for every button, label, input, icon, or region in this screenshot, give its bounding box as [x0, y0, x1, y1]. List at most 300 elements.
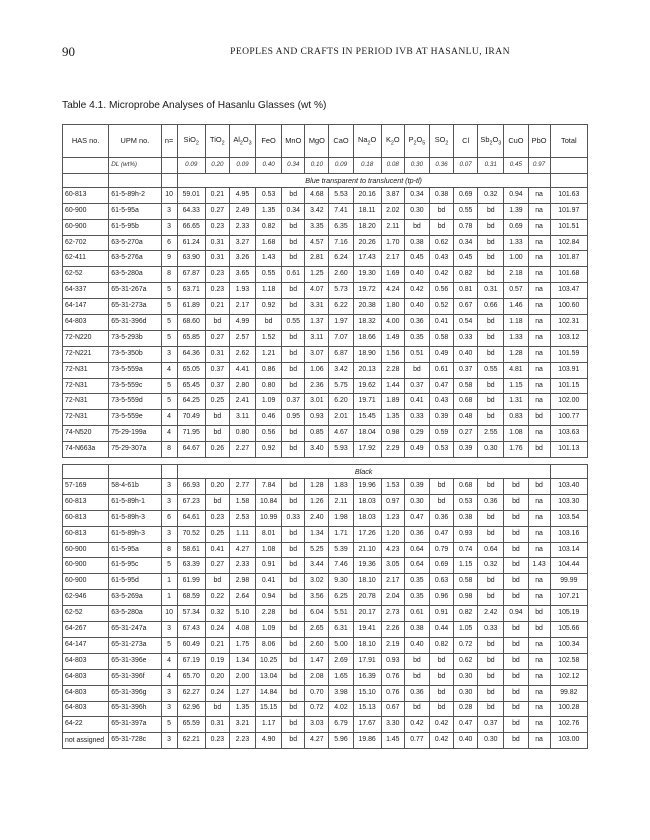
- table-cell: 0.86: [256, 362, 282, 378]
- table-cell: 0.70: [305, 685, 329, 701]
- table-cell: bd: [282, 219, 305, 235]
- detection-limit-value: 0.09: [229, 158, 255, 174]
- table-cell: bd: [404, 669, 429, 685]
- table-cell: 0.23: [205, 733, 229, 749]
- table-cell: 0.34: [404, 187, 429, 203]
- table-cell: 0.45: [454, 251, 478, 267]
- table-cell: 0.53: [429, 442, 453, 458]
- table-cell: 3: [161, 479, 177, 495]
- table-cell: 1.39: [504, 203, 528, 219]
- table-cell: bd: [205, 494, 229, 510]
- table-cell: 3: [161, 526, 177, 542]
- table-cell: 0.41: [429, 315, 453, 331]
- group-spacer: [63, 458, 588, 465]
- table-cell: 20.78: [353, 590, 381, 606]
- table-cell: 4: [161, 426, 177, 442]
- table-cell: 0.44: [429, 622, 453, 638]
- table-cell: 60-900: [63, 574, 109, 590]
- table-cell: 2.29: [381, 442, 404, 458]
- table-cell: bd: [478, 330, 504, 346]
- table-cell: 1.25: [305, 267, 329, 283]
- table-cell: 1.56: [381, 346, 404, 362]
- table-cell: 1.33: [504, 235, 528, 251]
- table-cell: 64.33: [177, 203, 205, 219]
- table-cell: na: [528, 526, 550, 542]
- table-cell: 9.30: [329, 574, 353, 590]
- table-cell: 0.30: [454, 685, 478, 701]
- table-cell: bd: [478, 526, 504, 542]
- table-cell: 103.14: [550, 542, 587, 558]
- table-cell: 3.27: [229, 235, 255, 251]
- table-cell: bd: [478, 510, 504, 526]
- table-cell: 65-31-396e: [109, 653, 161, 669]
- table-cell: 6.25: [329, 590, 353, 606]
- table-cell: 0.31: [205, 235, 229, 251]
- table-cell: na: [528, 574, 550, 590]
- column-header: TiO$_2$: [205, 125, 229, 158]
- table-cell: 4.68: [305, 187, 329, 203]
- table-cell: 4: [161, 669, 177, 685]
- table-cell: 0.91: [429, 606, 453, 622]
- table-cell: 72-N31: [63, 378, 109, 394]
- table-cell: 1.09: [256, 394, 282, 410]
- table-cell: 0.48: [454, 410, 478, 426]
- table-cell: 60-900: [63, 219, 109, 235]
- table-cell: 72-N220: [63, 330, 109, 346]
- table-cell: 1.71: [329, 526, 353, 542]
- table-cell: bd: [282, 235, 305, 251]
- table-cell: 63-5-270a: [109, 235, 161, 251]
- table-cell: [63, 158, 109, 174]
- table-cell: 3: [161, 346, 177, 362]
- table-cell: 6.20: [329, 394, 353, 410]
- table-cell: 72-N31: [63, 410, 109, 426]
- table-cell: 1.18: [504, 315, 528, 331]
- table-cell: 65-31-273a: [109, 299, 161, 315]
- table-cell: 2.64: [229, 590, 255, 606]
- table-cell: 74-N520: [63, 426, 109, 442]
- table-cell: 0.33: [404, 410, 429, 426]
- table-cell: 2.17: [381, 251, 404, 267]
- table-cell: bd: [504, 669, 528, 685]
- table-cell: 5: [161, 717, 177, 733]
- table-cell: 0.98: [381, 426, 404, 442]
- table-cell: 15.10: [353, 685, 381, 701]
- table-cell: 0.49: [404, 442, 429, 458]
- table-cell: 0.38: [429, 187, 453, 203]
- table-cell: 21.10: [353, 542, 381, 558]
- table-cell: 18.20: [353, 219, 381, 235]
- table-cell: 101.87: [550, 251, 587, 267]
- table-cell: 3: [161, 733, 177, 749]
- table-cell: bd: [256, 315, 282, 331]
- table-cell: bd: [282, 251, 305, 267]
- table-cell: 64-267: [63, 622, 109, 638]
- table-cell: 72-N221: [63, 346, 109, 362]
- table-cell: [109, 465, 161, 479]
- table-cell: 68.59: [177, 590, 205, 606]
- table-cell: bd: [504, 479, 528, 495]
- table-cell: 3.11: [305, 330, 329, 346]
- table-cell: 62-411: [63, 251, 109, 267]
- table-cell: 67.43: [177, 622, 205, 638]
- table-cell: 1.80: [381, 299, 404, 315]
- table-cell: 0.61: [429, 362, 453, 378]
- table-cell: 18.03: [353, 494, 381, 510]
- table-cell: bd: [282, 299, 305, 315]
- table-cell: 6.04: [305, 606, 329, 622]
- table-cell: 3.05: [381, 558, 404, 574]
- table-cell: 0.36: [404, 526, 429, 542]
- table-row: [63, 203, 588, 219]
- table-cell: 15.15: [256, 701, 282, 717]
- table-cell: 65.05: [177, 362, 205, 378]
- column-header: CuO: [504, 125, 528, 158]
- table-cell: bd: [282, 346, 305, 362]
- table-cell: 4.07: [305, 283, 329, 299]
- table-cell: na: [528, 701, 550, 717]
- table-cell: 61-5-95d: [109, 574, 161, 590]
- table-cell: 2.98: [229, 574, 255, 590]
- table-cell: bd: [504, 494, 528, 510]
- table-cell: 0.37: [454, 362, 478, 378]
- table-cell: 4.23: [381, 542, 404, 558]
- table-cell: 0.29: [404, 426, 429, 442]
- table-cell: 0.82: [454, 606, 478, 622]
- table-cell: 0.56: [256, 426, 282, 442]
- table-row: [63, 442, 588, 458]
- table-cell: bd: [282, 622, 305, 638]
- table-cell: na: [528, 426, 550, 442]
- table-cell: 3.07: [305, 346, 329, 362]
- table-cell: bd: [282, 606, 305, 622]
- column-header: n=: [161, 125, 177, 158]
- table-cell: 4.67: [329, 426, 353, 442]
- table-cell: 0.54: [454, 315, 478, 331]
- table-cell: 103.16: [550, 526, 587, 542]
- table-cell: 0.36: [429, 510, 453, 526]
- table-cell: 0.37: [205, 378, 229, 394]
- table-cell: 0.23: [205, 267, 229, 283]
- table-cell: na: [528, 235, 550, 251]
- detection-limit-value: 0.36: [429, 158, 453, 174]
- table-cell: bd: [282, 558, 305, 574]
- table-cell: 16.39: [353, 669, 381, 685]
- table-cell: 101.13: [550, 442, 587, 458]
- table-row: [63, 378, 588, 394]
- table-cell: 61-5-95c: [109, 558, 161, 574]
- table-cell: 0.38: [404, 622, 429, 638]
- table-cell: 3.42: [305, 203, 329, 219]
- table-cell: 3: [161, 701, 177, 717]
- table-cell: bd: [504, 558, 528, 574]
- table-cell: 1.43: [256, 251, 282, 267]
- table-cell: 65-31-396f: [109, 669, 161, 685]
- table-cell: bd: [282, 426, 305, 442]
- table-cell: 66.65: [177, 219, 205, 235]
- table-cell: 0.47: [404, 510, 429, 526]
- table-cell: 0.30: [454, 669, 478, 685]
- table-cell: 0.40: [454, 733, 478, 749]
- table-cell: 0.34: [282, 203, 305, 219]
- table-cell: 4.90: [256, 733, 282, 749]
- table-cell: bd: [205, 410, 229, 426]
- table-cell: 3: [161, 203, 177, 219]
- table-cell: 18.03: [353, 510, 381, 526]
- table-row: [63, 558, 588, 574]
- table-cell: 1.08: [504, 426, 528, 442]
- table-cell: 2.57: [229, 330, 255, 346]
- table-cell: 1.45: [381, 733, 404, 749]
- table-cell: bd: [282, 479, 305, 495]
- table-cell: 2.40: [305, 510, 329, 526]
- table-cell: bd: [504, 542, 528, 558]
- table-cell: bd: [282, 378, 305, 394]
- table-cell: 101.68: [550, 267, 587, 283]
- table-cell: 1.21: [256, 346, 282, 362]
- table-cell: 2.62: [229, 346, 255, 362]
- table-cell: 0.55: [454, 203, 478, 219]
- table-cell: 0.26: [205, 442, 229, 458]
- table-cell: 3.87: [381, 187, 404, 203]
- detection-limit-value: 0.09: [329, 158, 353, 174]
- table-cell: bd: [478, 235, 504, 251]
- table-row: [63, 701, 588, 717]
- table-row: [63, 622, 588, 638]
- table-cell: 4.24: [381, 283, 404, 299]
- table-cell: 64-337: [63, 283, 109, 299]
- table-cell: 1.17: [256, 717, 282, 733]
- table-cell: 60-900: [63, 558, 109, 574]
- table-cell: 2.11: [329, 494, 353, 510]
- table-cell: [161, 158, 177, 174]
- table-cell: [161, 465, 177, 479]
- table-cell: 62.21: [177, 733, 205, 749]
- table-cell: bd: [429, 669, 453, 685]
- table-cell: 0.57: [504, 283, 528, 299]
- table-cell: bd: [205, 426, 229, 442]
- table-cell: 5.51: [329, 606, 353, 622]
- table-cell: 1.70: [381, 235, 404, 251]
- table-cell: bd: [282, 685, 305, 701]
- table-cell: 2.33: [229, 558, 255, 574]
- table-cell: 1.27: [229, 685, 255, 701]
- table-cell: 61-5-89h-1: [109, 494, 161, 510]
- table-cell: 1.09: [256, 622, 282, 638]
- table-cell: 0.58: [429, 330, 453, 346]
- table-cell: 0.39: [404, 479, 429, 495]
- table-cell: 7.07: [329, 330, 353, 346]
- table-cell: 7.84: [256, 479, 282, 495]
- table-cell: 0.28: [454, 701, 478, 717]
- table-cell: 0.81: [454, 283, 478, 299]
- table-row: [63, 479, 588, 495]
- table-cell: 63.39: [177, 558, 205, 574]
- table-cell: 0.61: [404, 606, 429, 622]
- column-header: PbO: [528, 125, 550, 158]
- table-cell: 0.40: [404, 267, 429, 283]
- table-cell: 5: [161, 299, 177, 315]
- table-cell: 5.25: [305, 542, 329, 558]
- table-cell: 0.42: [429, 733, 453, 749]
- table-cell: 0.35: [404, 330, 429, 346]
- table-cell: 0.23: [205, 219, 229, 235]
- table-cell: 18.10: [353, 574, 381, 590]
- table-cell: 103.40: [550, 479, 587, 495]
- table-cell: 100.60: [550, 299, 587, 315]
- table-cell: na: [528, 685, 550, 701]
- table-cell: 5: [161, 315, 177, 331]
- table-cell: 10: [161, 187, 177, 203]
- table-cell: bd: [205, 315, 229, 331]
- table-row: [63, 299, 588, 315]
- table-cell: 0.83: [504, 410, 528, 426]
- table-cell: 60.49: [177, 637, 205, 653]
- table-cell: bd: [504, 685, 528, 701]
- table-body: [63, 158, 588, 749]
- table-cell: 102.31: [550, 315, 587, 331]
- detection-limit-value: 0.07: [454, 158, 478, 174]
- table-cell: 4.41: [229, 362, 255, 378]
- table-cell: bd: [528, 410, 550, 426]
- table-cell: 3.44: [305, 558, 329, 574]
- table-cell: 0.38: [404, 235, 429, 251]
- table-cell: 65.59: [177, 717, 205, 733]
- table-cell: 0.32: [478, 558, 504, 574]
- table-cell: 0.93: [381, 653, 404, 669]
- table-cell: 0.37: [205, 362, 229, 378]
- table-cell: 105.19: [550, 606, 587, 622]
- table-cell: 0.92: [256, 442, 282, 458]
- table-cell: 1.35: [381, 410, 404, 426]
- table-cell: 17.91: [353, 653, 381, 669]
- table-cell: 70.52: [177, 526, 205, 542]
- table-cell: 73-5-350b: [109, 346, 161, 362]
- table-cell: 1.68: [256, 235, 282, 251]
- table-cell: 8.01: [256, 526, 282, 542]
- table-cell: 2.27: [229, 442, 255, 458]
- table-cell: bd: [528, 606, 550, 622]
- table-cell: 4: [161, 653, 177, 669]
- table-cell: [63, 465, 109, 479]
- table-cell: 1.33: [504, 330, 528, 346]
- group-heading: Black: [177, 465, 550, 479]
- table-cell: 5.00: [329, 637, 353, 653]
- table-cell: 70.49: [177, 410, 205, 426]
- table-cell: 8: [161, 542, 177, 558]
- table-cell: na: [528, 219, 550, 235]
- table-cell: 0.23: [205, 510, 229, 526]
- table-cell: 0.31: [205, 346, 229, 362]
- table-cell: bd: [404, 219, 429, 235]
- table-cell: 0.31: [205, 251, 229, 267]
- detection-limit-value: 0.30: [404, 158, 429, 174]
- table-cell: 2.65: [305, 622, 329, 638]
- table-cell: bd: [528, 442, 550, 458]
- table-cell: 1.53: [381, 479, 404, 495]
- table-cell: 65-31-267a: [109, 283, 161, 299]
- column-header: $K_2O$: [381, 125, 404, 158]
- table-row: [63, 494, 588, 510]
- table-cell: 19.41: [353, 622, 381, 638]
- table-cell: na: [528, 394, 550, 410]
- table-cell: 0.55: [478, 362, 504, 378]
- table-cell: 101.15: [550, 378, 587, 394]
- table-cell: 102.84: [550, 235, 587, 251]
- table-cell: 61-5-89h-2: [109, 187, 161, 203]
- table-cell: 0.32: [205, 606, 229, 622]
- table-cell: 1.76: [504, 442, 528, 458]
- table-cell: 2.42: [478, 606, 504, 622]
- table-cell: 19.72: [353, 283, 381, 299]
- table-row: [63, 330, 588, 346]
- table-cell: 1.35: [229, 701, 255, 717]
- table-cell: bd: [205, 574, 229, 590]
- table-cell: 2.55: [478, 426, 504, 442]
- column-header: CaO: [329, 125, 353, 158]
- table-cell: 0.82: [454, 267, 478, 283]
- table-cell: 1.34: [229, 653, 255, 669]
- table-cell: 9: [161, 251, 177, 267]
- table-cell: 0.76: [381, 669, 404, 685]
- table-cell: na: [528, 494, 550, 510]
- table-cell: 0.23: [205, 283, 229, 299]
- table-cell: 5: [161, 394, 177, 410]
- table-cell: 4.57: [305, 235, 329, 251]
- table-cell: 0.27: [205, 558, 229, 574]
- table-cell: 64-22: [63, 717, 109, 733]
- detection-limit-value: 0.09: [177, 158, 205, 174]
- table-row: [63, 717, 588, 733]
- table-cell: 2.04: [381, 590, 404, 606]
- table-cell: bd: [282, 330, 305, 346]
- table-cell: 19.96: [353, 479, 381, 495]
- table-cell: 6: [161, 235, 177, 251]
- table-cell: 0.25: [205, 526, 229, 542]
- table-cell: 17.26: [353, 526, 381, 542]
- table-cell: 10.99: [256, 510, 282, 526]
- table-cell: 1.89: [381, 394, 404, 410]
- table-cell: 2.69: [329, 653, 353, 669]
- table-cell: 64-803: [63, 669, 109, 685]
- table-cell: bd: [429, 685, 453, 701]
- column-header: FeO: [256, 125, 282, 158]
- table-cell: 18.10: [353, 637, 381, 653]
- table-cell: 104.44: [550, 558, 587, 574]
- table-cell: na: [528, 669, 550, 685]
- table-cell: 64-803: [63, 653, 109, 669]
- table-cell: 60-813: [63, 510, 109, 526]
- table-cell: 0.42: [404, 717, 429, 733]
- table-cell: 103.54: [550, 510, 587, 526]
- table-cell: 5.10: [229, 606, 255, 622]
- table-cell: 13.04: [256, 669, 282, 685]
- table-header-row: [63, 125, 588, 158]
- table-cell: 0.36: [404, 315, 429, 331]
- table-cell: 0.92: [256, 299, 282, 315]
- table-cell: 60-900: [63, 203, 109, 219]
- table-cell: 64-147: [63, 299, 109, 315]
- table-cell: 71.95: [177, 426, 205, 442]
- table-cell: 0.35: [404, 574, 429, 590]
- table-cell: 2.60: [305, 637, 329, 653]
- table-cell: 0.32: [478, 187, 504, 203]
- table-cell: 0.64: [404, 542, 429, 558]
- table-cell: bd: [478, 219, 504, 235]
- table-cell: 20.38: [353, 299, 381, 315]
- table-cell: 1.20: [381, 526, 404, 542]
- table-cell: 62.96: [177, 701, 205, 717]
